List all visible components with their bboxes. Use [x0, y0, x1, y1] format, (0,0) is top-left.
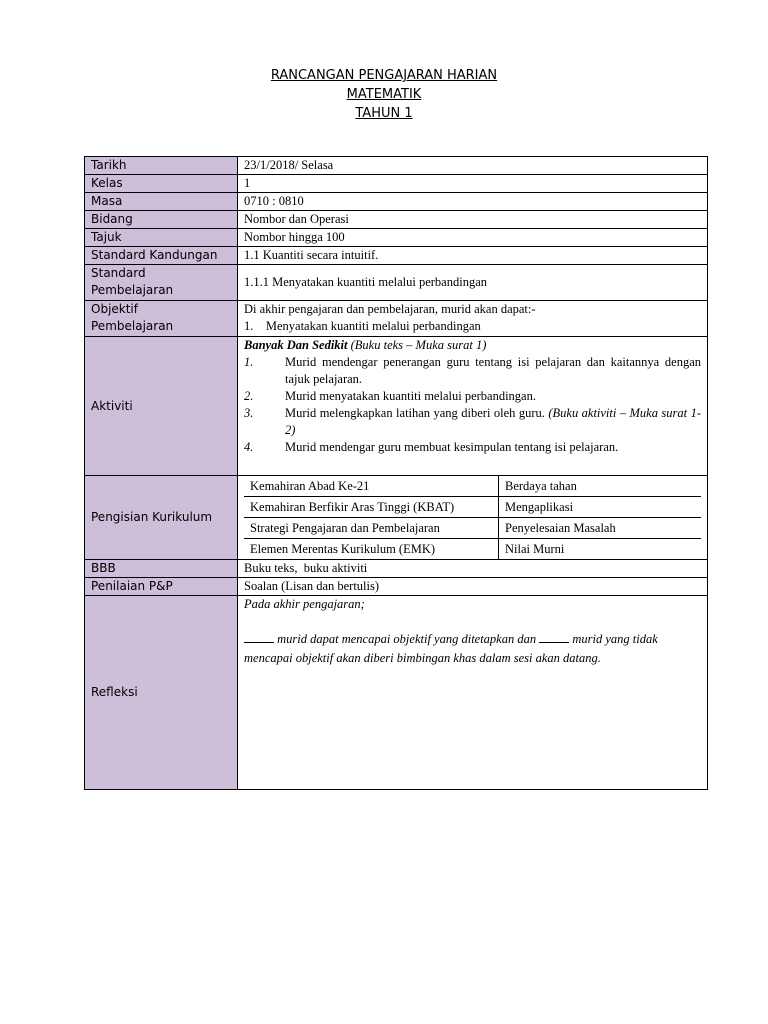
- lesson-plan-table: [84, 156, 708, 790]
- aktiviti-item-text: Murid melengkapkan latihan yang diberi oleh guru.: [285, 406, 549, 420]
- aktiviti-item: [244, 388, 701, 405]
- refleksi-text-part-2: murid yang tidak mencapai objektif akan diberi bimbingan khas dalam sesi akan datang.: [244, 632, 658, 665]
- value-tajuk: Nombor hingga 100: [238, 229, 708, 247]
- label-bbb: BBB: [85, 560, 238, 578]
- title-line-2: MATEMATIK: [346, 87, 422, 102]
- aktiviti-heading-rest: (Buku teks – Muka surat 1): [347, 338, 487, 352]
- label-aktiviti: Aktiviti: [85, 337, 238, 476]
- row-tarikh: [85, 157, 708, 175]
- refleksi-intro: Pada akhir pengajaran;: [244, 597, 365, 611]
- aktiviti-item-text: Murid mendengar guru membuat kesimpulan tentang isi pelajaran.: [285, 440, 619, 454]
- aktiviti-item-number: 3.: [244, 406, 254, 420]
- value-pengisian-kurikulum: [238, 476, 708, 560]
- row-pengisian-kurikulum: [85, 476, 708, 560]
- row-standard-kandungan: [85, 247, 708, 265]
- row-aktiviti: [85, 337, 708, 476]
- value-objektif: [238, 301, 708, 337]
- value-bidang: Nombor dan Operasi: [238, 211, 708, 229]
- label-standard-pembelajaran: [85, 265, 238, 301]
- aktiviti-item-reference: (Buku aktiviti – Muka surat 1-2): [285, 406, 701, 437]
- aktiviti-item: [244, 354, 701, 388]
- label-objektif-line-1: Objektif: [91, 302, 138, 316]
- label-refleksi: Refleksi: [85, 596, 238, 790]
- label-standard-pembelajaran-line-2: Pembelajaran: [91, 283, 174, 297]
- aktiviti-list: [244, 354, 701, 456]
- kurikulum-item: Kemahiran Abad Ke-21: [244, 476, 499, 497]
- label-kelas: Kelas: [85, 175, 238, 193]
- label-standard-pembelajaran-line-1: Standard: [91, 266, 146, 280]
- value-masa: 0710 : 0810: [238, 193, 708, 211]
- blank-line[interactable]: [539, 632, 569, 643]
- blank-line[interactable]: [244, 632, 274, 643]
- aktiviti-heading-bold: Banyak Dan Sedikit: [244, 338, 348, 352]
- kurikulum-value: Penyelesaian Masalah: [499, 518, 702, 539]
- value-standard-kandungan: 1.1 Kuantiti secara intuitif.: [238, 247, 708, 265]
- kurikulum-value: Nilai Murni: [505, 542, 565, 556]
- kurikulum-table: [244, 476, 701, 559]
- label-objektif: [85, 301, 238, 337]
- objektif-line-2: 1. Menyatakan kuantiti melalui perbandingan: [244, 319, 481, 333]
- document-title: [0, 66, 768, 123]
- value-refleksi: [238, 596, 708, 790]
- row-kelas: [85, 175, 708, 193]
- aktiviti-item-text: Murid mendengar penerangan guru tentang isi pelajaran dan kaitannya dengan tajuk pelajaran.: [285, 355, 701, 386]
- kurikulum-row: [244, 476, 701, 497]
- label-standard-kandungan: Standard Kandungan: [85, 247, 238, 265]
- aktiviti-item-number: 2.: [244, 389, 254, 403]
- value-kelas: 1: [238, 175, 708, 193]
- aktiviti-item-text-wrap: [285, 405, 701, 439]
- kurikulum-value: Berdaya tahan: [499, 476, 702, 497]
- label-penilaian: Penilaian P&P: [85, 578, 238, 596]
- kurikulum-item: Strategi Pengajaran dan Pembelajaran: [244, 518, 499, 539]
- row-tajuk: [85, 229, 708, 247]
- kurikulum-value: Mengaplikasi: [499, 497, 702, 518]
- aktiviti-item: [244, 405, 701, 439]
- refleksi-text: [244, 630, 701, 668]
- value-penilaian: Soalan (Lisan dan bertulis): [238, 578, 708, 596]
- refleksi-text-part-1: murid dapat mencapai objektif yang ditetapkan dan: [274, 632, 540, 646]
- value-standard-pembelajaran: 1.1.1 Menyatakan kuantiti melalui perbandingan: [238, 265, 708, 301]
- row-standard-pembelajaran: [85, 265, 708, 301]
- kurikulum-row: [244, 539, 701, 560]
- value-aktiviti: [238, 337, 708, 476]
- title-line-3: TAHUN 1: [355, 106, 413, 121]
- kurikulum-item: Kemahiran Berfikir Aras Tinggi (KBAT): [244, 497, 499, 518]
- aktiviti-item-number: 1.: [244, 355, 254, 369]
- label-bidang: Bidang: [85, 211, 238, 229]
- row-bidang: [85, 211, 708, 229]
- value-tarikh: 23/1/2018/ Selasa: [238, 157, 708, 175]
- label-pengisian-kurikulum: Pengisian Kurikulum: [85, 476, 238, 560]
- label-tarikh: Tarikh: [85, 157, 238, 175]
- label-objektif-line-2: Pembelajaran: [91, 319, 174, 333]
- row-bbb: [85, 560, 708, 578]
- title-line-1: RANCANGAN PENGAJARAN HARIAN: [270, 68, 498, 83]
- label-masa: Masa: [85, 193, 238, 211]
- kurikulum-item: Elemen Merentas Kurikulum (EMK): [244, 539, 499, 560]
- aktiviti-item: [244, 439, 701, 456]
- row-objektif: [85, 301, 708, 337]
- row-refleksi: [85, 596, 708, 790]
- kurikulum-row: [244, 518, 701, 539]
- aktiviti-item-number: 4.: [244, 440, 254, 454]
- row-masa: [85, 193, 708, 211]
- aktiviti-heading: [244, 337, 701, 354]
- label-tajuk: Tajuk: [85, 229, 238, 247]
- objektif-line-1: Di akhir pengajaran dan pembelajaran, murid akan dapat:-: [244, 302, 536, 316]
- kurikulum-row: [244, 497, 701, 518]
- value-bbb: Buku teks, buku aktiviti: [238, 560, 708, 578]
- aktiviti-item-text: Murid menyatakan kuantiti melalui perbandingan.: [285, 389, 536, 403]
- row-penilaian: [85, 578, 708, 596]
